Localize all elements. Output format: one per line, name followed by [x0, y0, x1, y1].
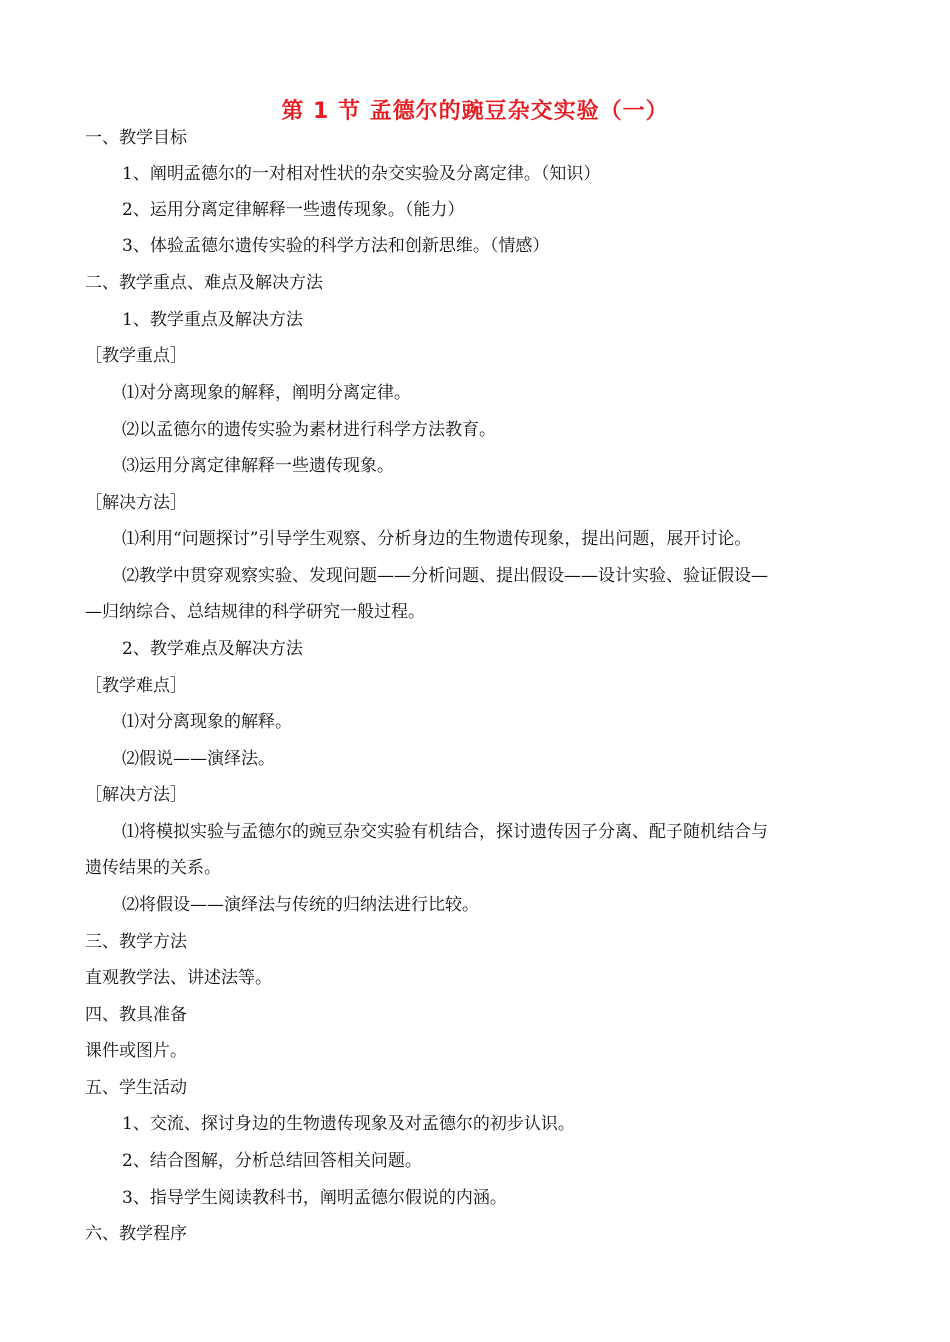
- section-heading-5: 五、学生活动: [85, 1078, 187, 1098]
- paragraph: 课件或图片。: [85, 1041, 187, 1061]
- bracket-label: ［解决方法］: [85, 785, 187, 805]
- list-item-continuation: —归纳综合、总结规律的科学研究一般过程。: [85, 602, 425, 622]
- list-item: ⑵教学中贯穿观察实验、发现问题——分析问题、提出假设——设计实验、验证假设—: [122, 566, 768, 586]
- bracket-label: ［教学难点］: [85, 676, 187, 696]
- list-item-continuation: 遗传结果的关系。: [85, 858, 221, 878]
- section-heading-4: 四、教具准备: [85, 1005, 187, 1025]
- objective-item-2: 2、运用分离定律解释一些遗传现象。（能力）: [122, 200, 465, 220]
- subsection-heading: 2、教学难点及解决方法: [122, 639, 303, 659]
- list-item: ⑴对分离现象的解释。: [122, 712, 292, 732]
- list-item: ⑴利用“问题探讨”引导学生观察、分析身边的生物遗传现象，提出问题，展开讨论。: [122, 529, 752, 549]
- section-heading-1: 一、教学目标: [85, 128, 187, 148]
- bracket-label: ［解决方法］: [85, 493, 187, 513]
- list-item: ⑶运用分离定律解释一些遗传现象。: [122, 456, 394, 476]
- list-item: ⑴对分离现象的解释，阐明分离定律。: [122, 383, 411, 403]
- activity-item-1: 1、交流、探讨身边的生物遗传现象及对孟德尔的初步认识。: [122, 1114, 575, 1134]
- paragraph: 直观教学法、讲述法等。: [85, 968, 272, 988]
- section-heading-6: 六、教学程序: [85, 1224, 187, 1244]
- bracket-label: ［教学重点］: [85, 346, 187, 366]
- objective-item-3: 3、体验孟德尔遗传实验的科学方法和创新思维。（情感）: [122, 236, 550, 256]
- list-item: ⑵将假设——演绎法与传统的归纳法进行比较。: [122, 895, 479, 915]
- activity-item-3: 3、指导学生阅读教科书，阐明孟德尔假说的内涵。: [122, 1188, 507, 1208]
- objective-item-1: 1、阐明孟德尔的一对相对性状的杂交实验及分离定律。（知识）: [122, 164, 601, 184]
- list-item: ⑵以孟德尔的遗传实验为素材进行科学方法教育。: [122, 420, 496, 440]
- subsection-heading: 1、教学重点及解决方法: [122, 310, 303, 330]
- activity-item-2: 2、结合图解，分析总结回答相关问题。: [122, 1151, 422, 1171]
- list-item: ⑵假说——演绎法。: [122, 749, 275, 769]
- list-item: ⑴将模拟实验与孟德尔的豌豆杂交实验有机结合，探讨遗传因子分离、配子随机结合与: [122, 822, 768, 842]
- section-heading-3: 三、教学方法: [85, 932, 187, 952]
- document-title: 第 1 节 孟德尔的豌豆杂交实验（一）: [281, 99, 669, 124]
- section-heading-2: 二、教学重点、难点及解决方法: [85, 273, 323, 293]
